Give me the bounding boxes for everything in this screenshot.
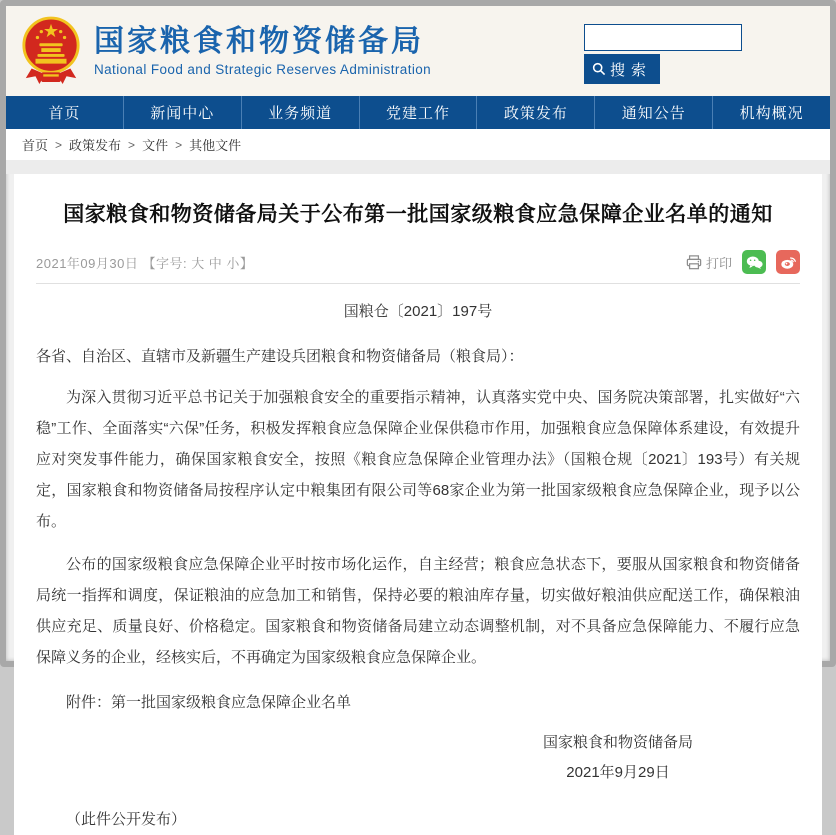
breadcrumb-separator: >	[175, 137, 183, 152]
breadcrumb-separator: >	[128, 137, 136, 152]
wechat-icon	[746, 255, 763, 270]
breadcrumb-home[interactable]: 首页	[22, 138, 49, 153]
article-container	[14, 174, 822, 835]
signature-org: 国家粮食和物资储备局	[542, 734, 693, 751]
share-wechat-button[interactable]	[742, 250, 766, 274]
article-meta-left	[36, 253, 253, 272]
font-size-control[interactable]: 【字号: 大 中 小】	[142, 255, 254, 271]
nav-item-news[interactable]: 新闻中心	[124, 96, 242, 129]
article-title: 国家粮食和物资储备局关于公布第一批国家级粮食应急保障企业名单的通知	[63, 203, 773, 226]
nav-item-notice[interactable]: 通知公告	[595, 96, 713, 129]
national-emblem-icon	[20, 16, 82, 88]
main-nav	[6, 96, 830, 129]
signature-block	[498, 728, 738, 788]
signature-date: 2021年9月29日	[566, 764, 670, 781]
nav-item-home[interactable]: 首页	[6, 96, 124, 129]
public-release-note: （此件公开发布）	[66, 811, 187, 828]
breadcrumb	[6, 129, 830, 160]
print-label: 打印	[705, 255, 732, 271]
site-title-cn: 国家粮食和物资储备局	[94, 25, 424, 58]
search-input[interactable]	[584, 24, 742, 51]
breadcrumb-policy[interactable]: 政策发布	[69, 138, 122, 153]
doc-number: 国粮仓〔2021〕197号	[343, 303, 493, 320]
share-weibo-button[interactable]	[776, 250, 800, 274]
breadcrumb-files[interactable]: 文件	[142, 138, 169, 153]
site-title-en: National Food and Strategic Reserves Administration	[94, 62, 432, 77]
nav-item-policy[interactable]: 政策发布	[477, 96, 595, 129]
print-button[interactable]	[686, 253, 732, 272]
attachment-line: 附件：第一批国家级粮食应急保障企业名单	[66, 694, 352, 711]
article-meta-right	[686, 250, 800, 274]
search-area	[584, 24, 742, 84]
article-paragraph: 为深入贯彻习近平总书记关于加强粮食安全的重要指示精神，认真落实党中央、国务院决策部署，扎实做好“六稳”工作、全面落实“六保”任务，积极发挥粮食应急保障企业保供稳市作用，加强粮食应急保障体系建设，有效提升应对突发事件能力，确保国家粮食安全，按照《粮食应急保障企业管理办法》（国粮仓规〔2021〕193号）有关规定，国家粮食和物资储备局按程序认定中粮集团有限公司等68家企业为第一批国家级粮食应急保障企业，现予以公布。	[36, 389, 800, 530]
nav-item-agency[interactable]: 机构概况	[739, 105, 804, 122]
weibo-icon	[780, 255, 797, 270]
article-meta	[36, 250, 800, 284]
article-paragraph: 公布的国家级粮食应急保障企业平时按市场化运作，自主经营；粮食应急状态下，要服从国家粮食和物资储备局统一指挥和调度，保证粮油的应急加工和销售，保持必要的粮油库存量，切实做好粮油供应配送工作，确保粮油供应充足、质量良好、价格稳定。国家粮食和物资储备局建立动态调整机制，对不具备应急保障能力、不履行应急保障义务的企业，经核实后，不再确定为国家级粮食应急保障企业。	[36, 556, 800, 666]
breadcrumb-separator: >	[55, 137, 63, 152]
site-header	[6, 6, 830, 96]
breadcrumb-other-files[interactable]: 其他文件	[189, 138, 242, 153]
printer-icon	[686, 255, 702, 270]
addressee-line: 各省、自治区、直辖市及新疆生产建设兵团粮食和物资储备局（粮食局）：	[36, 348, 524, 365]
nav-item-party[interactable]: 党建工作	[360, 96, 478, 129]
publish-date: 2021年09月30日	[36, 255, 139, 271]
divider-band	[6, 160, 830, 174]
search-button-label: 搜索	[609, 61, 652, 79]
nav-item-business[interactable]: 业务频道	[242, 96, 360, 129]
search-icon	[592, 62, 606, 76]
search-button[interactable]	[584, 54, 660, 84]
site-brand	[94, 25, 431, 77]
